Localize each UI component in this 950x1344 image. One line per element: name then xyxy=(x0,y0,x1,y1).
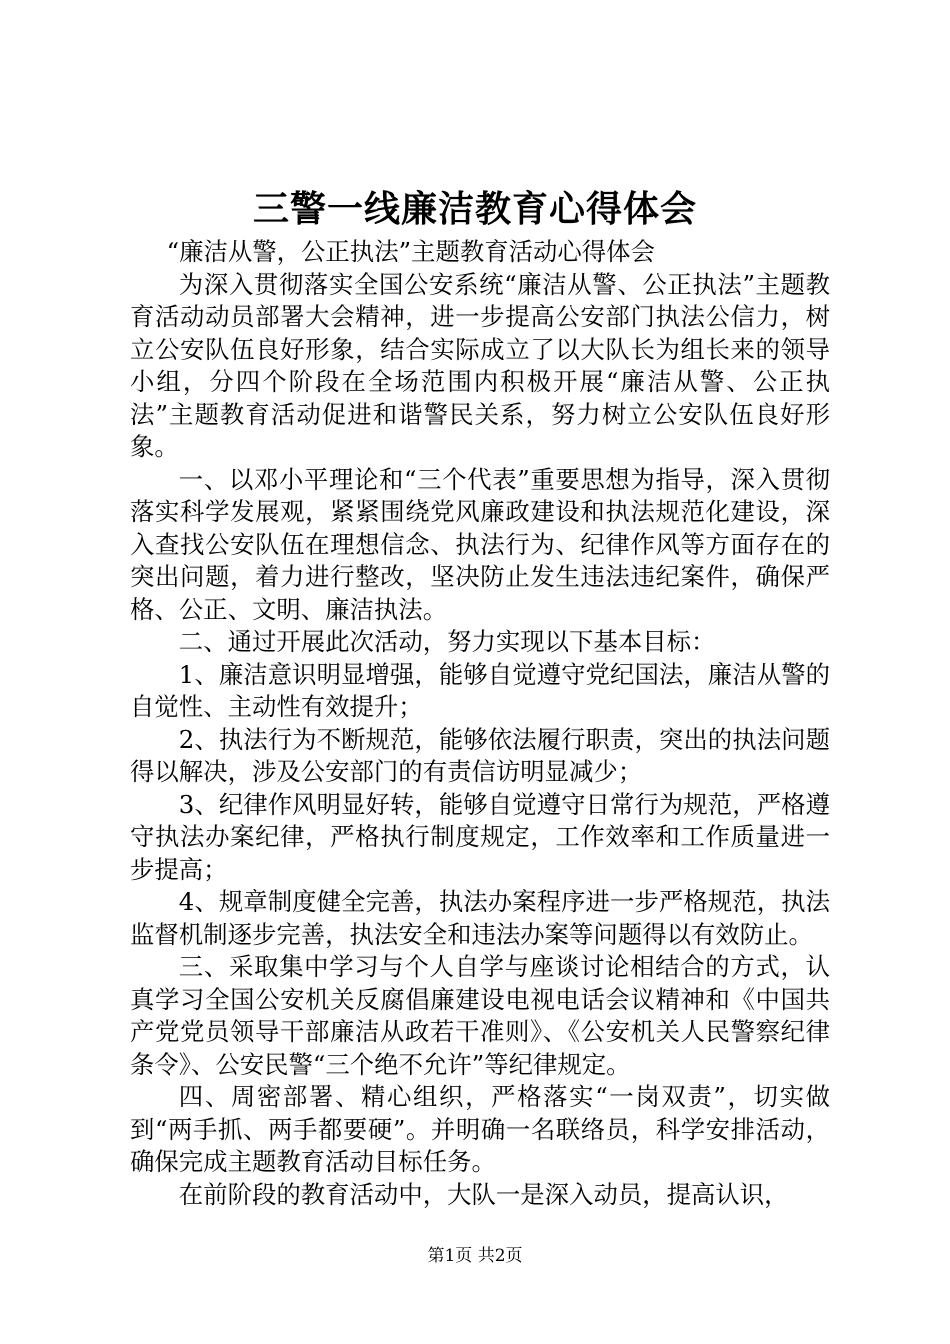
paragraph-section-2: 二、通过开展此次活动，努力实现以下基本目标： xyxy=(178,627,716,656)
paragraph-goal-2: 2、执法行为不断规范，能够依法履行职责，突出的执法问题得以解决，涉及公安部门的有责信访明显减少； xyxy=(130,724,830,786)
document-body xyxy=(130,236,830,1211)
paragraph-intro: 为深入贯彻落实全国公安系统“廉洁从警、公正执法”主题教育活动动员部署大会精神，进一步提高公安部门执法公信力，树立公安队伍良好形象，结合实际成立了以大队长为组长来的领导小组，分四个阶段在全场范围内积极开展“廉洁从警、公正执法”主题教育活动促进和谐警民关系，努力树立公安队伍良好形象。 xyxy=(130,269,830,461)
paragraph-section-1: 一、以邓小平理论和“三个代表”重要思想为指导，深入贯彻落实科学发展观，紧紧围绕党风廉政建设和执法规范化建设，深入查找公安队伍在理想信念、执法行为、纪律作风等方面存在的突出问题，着力进行整改，坚决防止发生违法违纪案件，确保严格、公正、文明、廉洁执法。 xyxy=(130,464,830,624)
paragraph-goal-1: 1、廉洁意识明显增强，能够自觉遵守党纪国法，廉洁从警的自觉性、主动性有效提升； xyxy=(130,659,830,721)
paragraph-goal-4: 4、规章制度健全完善，执法办案程序进一步严格规范，执法监督机制逐步完善，执法安全和违法办案等问题得以有效防止。 xyxy=(130,887,830,949)
paragraph-section-3: 三、采取集中学习与个人自学与座谈讨论相结合的方式，认真学习全国公安机关反腐倡廉建设电视电话会议精神和《中国共产党党员领导干部廉洁从政若干准则》、《公安机关人民警察纪律条令》、公安民警“三个绝不允许”等纪律规定。 xyxy=(130,952,830,1079)
document-title: 三警一线廉洁教育心得体会 xyxy=(252,188,697,230)
paragraph-goal-3: 3、纪律作风明显好转，能够自觉遵守日常行为规范，严格遵守执法办案纪律，严格执行制度规定，工作效率和工作质量进一步提高； xyxy=(130,789,830,884)
paragraph-progress: 在前阶段的教育活动中，大队一是深入动员，提高认识， xyxy=(178,1179,789,1209)
page-footer: 第1页 共2页 xyxy=(427,1246,523,1266)
paragraph-section-4: 四、周密部署、精心组织，严格落实“一岗双责”，切实做到“两手抓、两手都要硬”。并明确一名联络员，科学安排活动，确保完成主题教育活动目标任务。 xyxy=(130,1082,830,1176)
paragraph-subtitle: “廉洁从警，公正执法”主题教育活动心得体会 xyxy=(166,237,655,266)
